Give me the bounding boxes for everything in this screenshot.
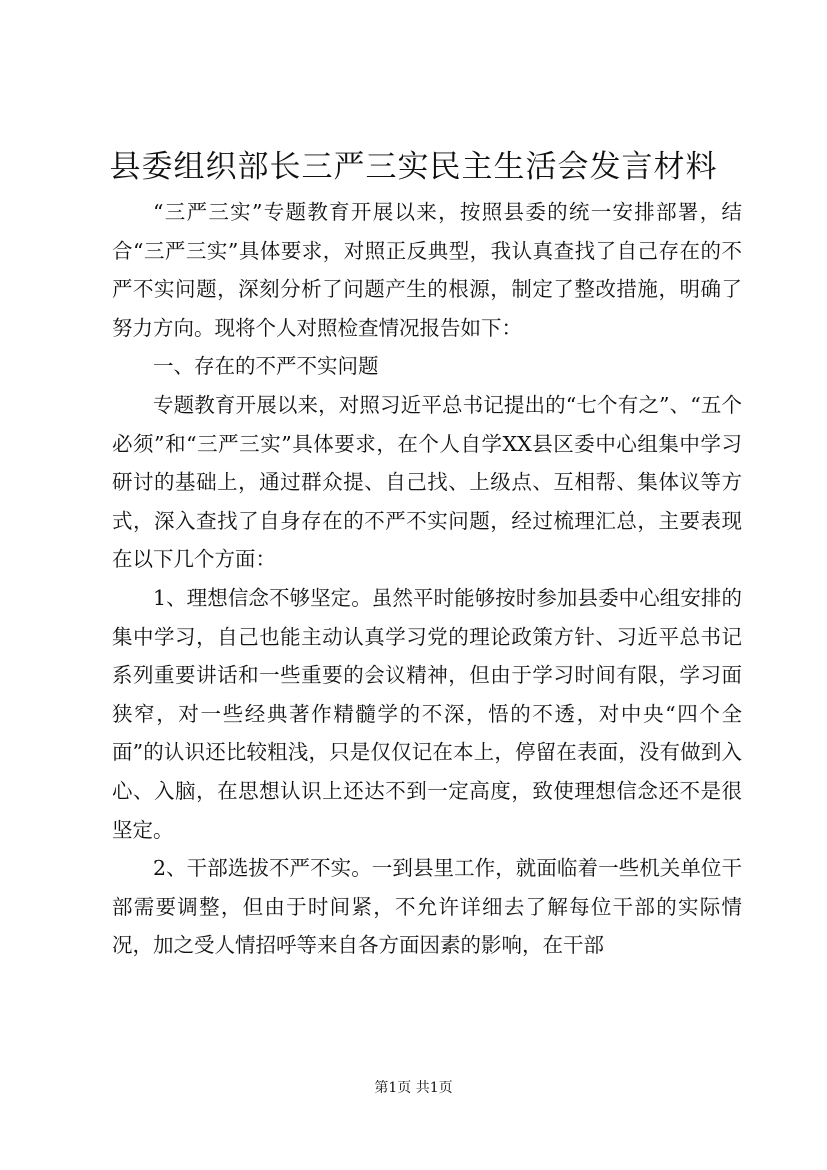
document-body: [112, 193, 742, 965]
section-heading-1: 一、存在的不严不实问题: [153, 354, 379, 379]
page-number-footer: 第1页 共1页: [374, 1080, 453, 1096]
paragraph-overview: 专题教育开展以来，对照习近平总书记提出的“七个有之”、“五个必须”和“三严三实”具体要求，在个人自学XX县区委中心组集中学习研讨的基础上，通过群众提、自己找、上级点、互相帮、集体议等方式，深入查找了自身存在的不严不实问题，经过梳理汇总，主要表现在以下几个方面：: [112, 392, 742, 572]
paragraph-intro: “三严三实”专题教育开展以来，按照县委的统一安排部署，结合“三严三实”具体要求，对照正反典型，我认真查找了自己存在的不严不实问题，深刻分析了问题产生的根源，制定了整改措施，明确了努力方向。现将个人对照检查情况报告如下：: [112, 200, 742, 340]
paragraph-item-1: 1、理想信念不够坚定。虽然平时能够按时参加县委中心组安排的集中学习，自己也能主动认真学习党的理论政策方针、习近平总书记系列重要讲话和一些重要的会议精神，但由于学习时间有限，学习面狭窄，对一些经典著作精髓学的不深，悟的不透，对中央“四个全面”的认识还比较粗浅，只是仅仅记在本上，停留在表面，没有做到入心、入脑，在思想认识上还达不到一定高度，致使理想信念还不是很坚定。: [112, 585, 742, 842]
document-title: 县委组织部长三严三实民主生活会发言材料: [109, 149, 718, 185]
paragraph-item-2: 2、干部选拔不严不实。一到县里工作，就面临着一些机关单位干部需要调整，但由于时间紧，不允许详细去了解每位干部的实际情况，加之受人情招呼等来自各方面因素的影响，在干部: [112, 856, 742, 958]
